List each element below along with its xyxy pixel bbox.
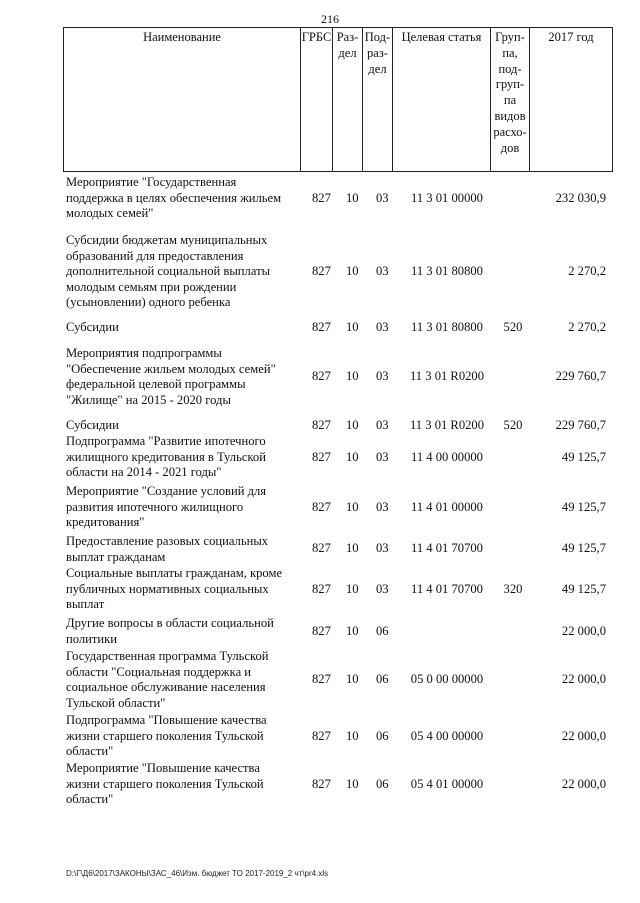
row-name: Мероприятие "Создание условий для развития ипотечного жилищного кредитования" [66, 484, 267, 530]
row-name: Подпрограмма "Повышение качества жизни старшего поколения Тульской области" [66, 713, 267, 759]
table-row [66, 616, 611, 648]
row-razdel: 10 [346, 450, 359, 464]
row-target: 11 3 01 80800 [411, 320, 483, 334]
row-name: Субсидии [66, 418, 119, 432]
row-razdel: 10 [346, 320, 359, 334]
table-row [66, 649, 611, 713]
row-grbs: 827 [312, 264, 331, 278]
header-razdel: Раз- дел [333, 28, 363, 171]
row-amount: 22 000,0 [561, 624, 606, 638]
table-row [66, 346, 611, 410]
row-grbs: 827 [312, 729, 331, 743]
header-grbs: ГРБС [301, 28, 333, 171]
row-razdel: 10 [346, 672, 359, 686]
table-row [66, 233, 611, 313]
row-amount: 232 030,9 [555, 191, 606, 205]
row-target: 11 3 01 R0200 [409, 369, 485, 383]
row-amount: 229 760,7 [555, 369, 606, 383]
row-razdel: 10 [346, 191, 359, 205]
table-row [66, 320, 611, 340]
row-name: Другие вопросы в области социальной политики [66, 616, 274, 646]
row-razdel: 10 [346, 369, 359, 383]
row-name: Мероприятие "Государственная поддержка в целях обеспечения жильем молодых семей" [66, 175, 282, 221]
row-amount: 49 125,7 [561, 450, 606, 464]
row-grbs: 827 [312, 541, 331, 555]
row-grbs: 827 [312, 450, 331, 464]
row-podrazdel: 03 [376, 320, 389, 334]
row-grbs: 827 [312, 418, 331, 432]
row-razdel: 10 [346, 418, 359, 432]
row-razdel: 10 [346, 264, 359, 278]
row-amount: 229 760,7 [555, 418, 606, 432]
row-target: 11 3 01 R0200 [409, 418, 485, 432]
row-razdel: 10 [346, 624, 359, 638]
page-number: 216 [321, 12, 339, 26]
row-group: 520 [503, 320, 523, 334]
row-grbs: 827 [312, 369, 331, 383]
table-row [66, 566, 611, 614]
row-target: 05 4 01 00000 [410, 777, 484, 791]
row-name: Субсидии бюджетам муниципальных образований для предоставления дополнительной социальной выплаты молодым семьям при рождении (усыновлении) одного ребенка [66, 233, 271, 310]
row-grbs: 827 [312, 777, 331, 791]
row-grbs: 827 [312, 500, 331, 514]
row-group: 520 [503, 418, 523, 432]
row-target: 11 4 00 00000 [411, 450, 483, 464]
row-amount: 49 125,7 [561, 500, 606, 514]
table-row [66, 175, 611, 223]
row-razdel: 10 [346, 777, 359, 791]
row-name: Мероприятия подпрограммы "Обеспечение жильем молодых семей" федеральной целевой программы "Жилище" на 2015 - 2020 годы [66, 346, 276, 407]
row-razdel: 10 [346, 541, 359, 555]
row-target: 11 3 01 80800 [411, 264, 483, 278]
row-podrazdel: 03 [376, 369, 389, 383]
row-podrazdel: 03 [376, 191, 389, 205]
row-razdel: 10 [346, 729, 359, 743]
row-target: 05 4 00 00000 [410, 729, 484, 743]
row-name: Субсидии [66, 320, 119, 334]
row-amount: 49 125,7 [561, 541, 606, 555]
row-podrazdel: 03 [376, 418, 389, 432]
table-row [66, 761, 611, 809]
row-name: Подпрограмма "Развитие ипотечного жилищного кредитования в Тульской области на 2014 - 2021 годы" [66, 434, 266, 480]
row-target: 11 4 01 70700 [411, 541, 483, 555]
table-row [66, 434, 611, 482]
row-target: 05 0 00 00000 [410, 672, 484, 686]
header-target: Целевая статья [393, 28, 491, 171]
row-podrazdel: 03 [376, 541, 389, 555]
row-podrazdel: 03 [376, 582, 389, 596]
row-amount: 49 125,7 [561, 582, 606, 596]
row-podrazdel: 06 [376, 672, 389, 686]
row-amount: 2 270,2 [568, 264, 606, 278]
row-amount: 22 000,0 [561, 729, 606, 743]
header-year: 2017 год [548, 30, 594, 44]
header-podrazdel: Под- раз- дел [363, 28, 393, 171]
row-grbs: 827 [312, 624, 331, 638]
header-group: Груп- па, под- груп- па видов расхо- дов [491, 28, 530, 171]
row-podrazdel: 06 [376, 729, 389, 743]
row-group: 320 [503, 582, 523, 596]
header-name: Наименование [64, 28, 301, 171]
row-amount: 22 000,0 [561, 672, 606, 686]
file-path-footer: D:\Г\Д6\2017\ЗАКОНЫ\ЗАС_46\Изм. бюджет ТО 2017-2019_2 чт\pr4.xls [66, 869, 329, 878]
row-podrazdel: 03 [376, 450, 389, 464]
row-name: Государственная программа Тульской области "Социальная поддержка и социальное обслуживание населения Тульской области" [66, 649, 269, 710]
row-grbs: 827 [312, 582, 331, 596]
row-podrazdel: 06 [376, 777, 389, 791]
row-razdel: 10 [346, 500, 359, 514]
row-target: 11 4 01 70700 [411, 582, 483, 596]
row-target: 11 3 01 00000 [411, 191, 483, 205]
table-row [66, 534, 611, 566]
row-razdel: 10 [346, 582, 359, 596]
row-podrazdel: 03 [376, 500, 389, 514]
table-row [66, 713, 611, 761]
row-podrazdel: 03 [376, 264, 389, 278]
row-target: 11 4 01 00000 [411, 500, 483, 514]
row-amount: 22 000,0 [561, 777, 606, 791]
row-grbs: 827 [312, 672, 331, 686]
table-row [66, 484, 611, 532]
row-grbs: 827 [312, 191, 331, 205]
row-name: Социальные выплаты гражданам, кроме публичных нормативных социальных выплат [66, 566, 283, 612]
row-podrazdel: 06 [376, 624, 389, 638]
row-name: Предоставление разовых социальных выплат гражданам [66, 534, 269, 564]
row-name: Мероприятие "Повышение качества жизни старшего поколения Тульской области" [66, 761, 264, 807]
table-header [63, 27, 613, 172]
row-grbs: 827 [312, 320, 331, 334]
row-amount: 2 270,2 [568, 320, 606, 334]
